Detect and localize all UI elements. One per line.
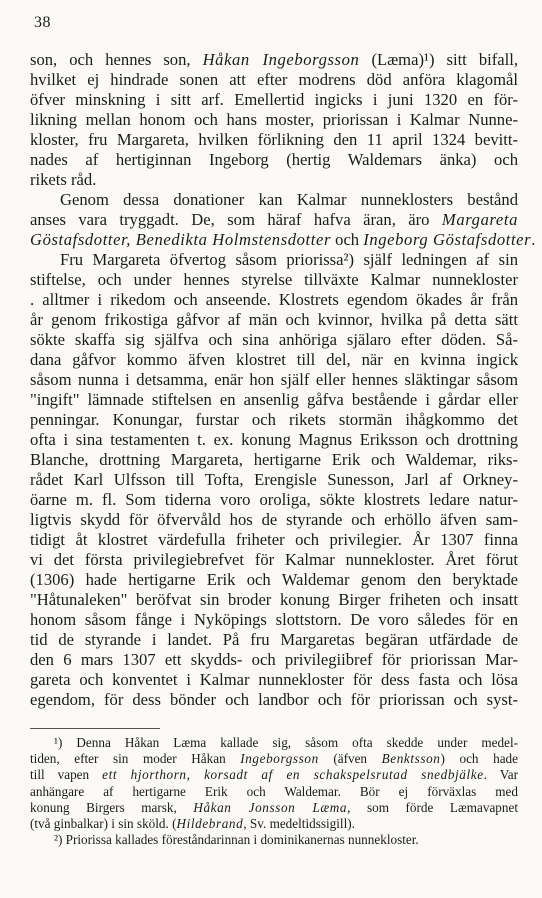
text-line: såsom nunna i detsamma, enär hon själf eller hennes släktingar såsom (30, 370, 518, 389)
footnote-line: anhängare af hertigarne Erik och Waldemar. Bör ej förväxlas med (30, 783, 518, 799)
text-line: Fru Margareta öfvertog såsom priorissa²) själf ledningen af sin (60, 250, 518, 269)
text-line: nades af hertiginnan Ingeborg (hertig Waldemars änka) och (30, 150, 518, 169)
text-line: tidigt åt klostret värdefulla friheter och privilegier. År 1307 finna (30, 530, 518, 549)
text-line: hvilket ej hindrade sonen att efter modrens död anföra klagomål (30, 70, 518, 89)
italic-phrase: ett hjorthorn, korsadt af en schakspelsrutad snedbjälke (102, 767, 484, 783)
italic-name: Håkan Jonsson Læma (193, 799, 348, 815)
text-line: dana gåfvor kommo äfven klostret till del, när en kvinna ingick (30, 350, 518, 369)
text-line (30, 210, 518, 230)
footnote-line (30, 751, 518, 767)
text-segment: anses vara tryggadt. De, som häraf hafva äran, äro (30, 210, 442, 229)
text-segment: ) och hade (440, 751, 518, 767)
italic-name: Margareta (441, 210, 518, 229)
text-line: rådet Karl Ulfsson till Tofta, Erengisle Sunesson, Jarl af Orkney- (30, 470, 518, 489)
text-segment: . Var (483, 767, 518, 783)
text-line: rikets råd. (30, 170, 97, 189)
italic-name: Hildebrand (176, 815, 244, 831)
text-line: honom såsom fånge i Nyköpings slottstorn. De voro således för en (30, 610, 518, 629)
text-line: vi det första privilegiebrefvet för Kalmar nunnekloster. Året förut (30, 550, 518, 569)
text-line: penningar. Konungar, furstar och rikets stormän ihågkommo det (30, 410, 518, 429)
footnote-line (30, 767, 518, 783)
italic-name: Göstafsdotter, Benedikta Holmstensdotter (30, 230, 331, 249)
italic-name: Ingeborg Göstafsdotter (363, 230, 532, 249)
footnote-line (30, 800, 518, 816)
text-segment: . (531, 230, 536, 249)
text-line: "Håtunaleken" beröfvat sin broder konung Birger friheten och insatt (30, 590, 518, 609)
text-line: gareta och konventet i Kalmar nunnekloster för dess fasta och lösa (30, 670, 518, 689)
footnote-line (30, 816, 518, 832)
text-line: den 6 mars 1307 ett skydds- och privilegiibref för priorissan Mar- (30, 650, 518, 669)
footnotes (30, 735, 518, 848)
footnote-line: ¹) Denna Håkan Læma kallade sig, såsom ofta skedde under medel- (54, 735, 518, 750)
text-line: likning mellan honom och hans moster, priorissan i Kalmar Nunne- (30, 110, 518, 129)
body-text (30, 50, 536, 710)
footnote-divider (30, 728, 160, 729)
text-line: "ingift" lämnade stiftelsen en ansenlig gåfva bestående i gårdar eller (30, 390, 518, 409)
text-line (30, 50, 518, 70)
text-line: . alltmer i rikedom och anseende. Klostrets egendom ökades år från (30, 290, 518, 309)
text-line: ofta i sina testamenten t. ex. konung Magnus Eriksson och drottning (30, 430, 518, 449)
text-line: tid de styrande i landet. På fru Margaretas begäran utfärdade de (30, 630, 518, 649)
text-segment: (äfven (318, 751, 382, 767)
footnote-line: ²) Priorissa kallades föreståndarinnan i dominikanernas nunnekloster. (54, 832, 419, 848)
text-line: stiftelse, och under hennes styrelse tillväxte Kalmar nunnekloster (30, 270, 518, 289)
text-segment: och (331, 230, 364, 249)
text-segment: till vapen (30, 767, 103, 783)
text-line: sökte skaffa sig själfva och sina anhöriga själaro efter döden. Så- (30, 330, 518, 349)
text-line: öfver minskning i sitt arf. Emellertid ingicks i juni 1320 en för- (30, 90, 518, 109)
text-segment: son, och hennes son, (30, 50, 203, 69)
text-segment: konung Birgers marsk, (30, 799, 194, 815)
italic-name: Ingeborgsson (240, 751, 319, 767)
text-line (30, 230, 536, 250)
text-line: år genom frikostiga gåfvor af män och kvinnor, hvilka på detta sätt (30, 310, 518, 329)
text-line: egendom, för dess bönder och landbor och för priorissan och syst- (30, 690, 518, 709)
text-line: Genom dessa donationer kan Kalmar nunneklosters bestånd (60, 190, 518, 209)
page-number: 38 (34, 14, 51, 31)
italic-name: Håkan Ingeborgsson (202, 50, 360, 69)
text-segment: (två ginbalkar) i sin sköld. ( (30, 815, 177, 831)
italic-name: Benktsson (381, 751, 441, 767)
text-segment: tiden, efter sin moder Håkan (30, 751, 241, 767)
text-line: (1306) hade hertigarne Erik och Waldemar genom den beryktade (30, 570, 518, 589)
text-segment: , Sv. medeltidssigill). (243, 815, 355, 831)
text-line: kloster, fru Margareta, hvilken förlikning den 11 april 1324 bevitt- (30, 130, 518, 149)
text-segment: (Læma)¹) sitt bifall, (359, 50, 519, 69)
text-segment: , som förde Læmavapnet (347, 799, 519, 815)
text-line: öarne m. fl. Som tiderna voro oroliga, sökte klostrets ledare natur- (30, 490, 518, 509)
text-line: Blanche, drottning Margareta, hertigarne Erik och Waldemar, riks- (30, 450, 518, 469)
text-line: ligtvis skydd för öfvervåld hos de styrande och erhöllo äfven sam- (30, 510, 518, 529)
